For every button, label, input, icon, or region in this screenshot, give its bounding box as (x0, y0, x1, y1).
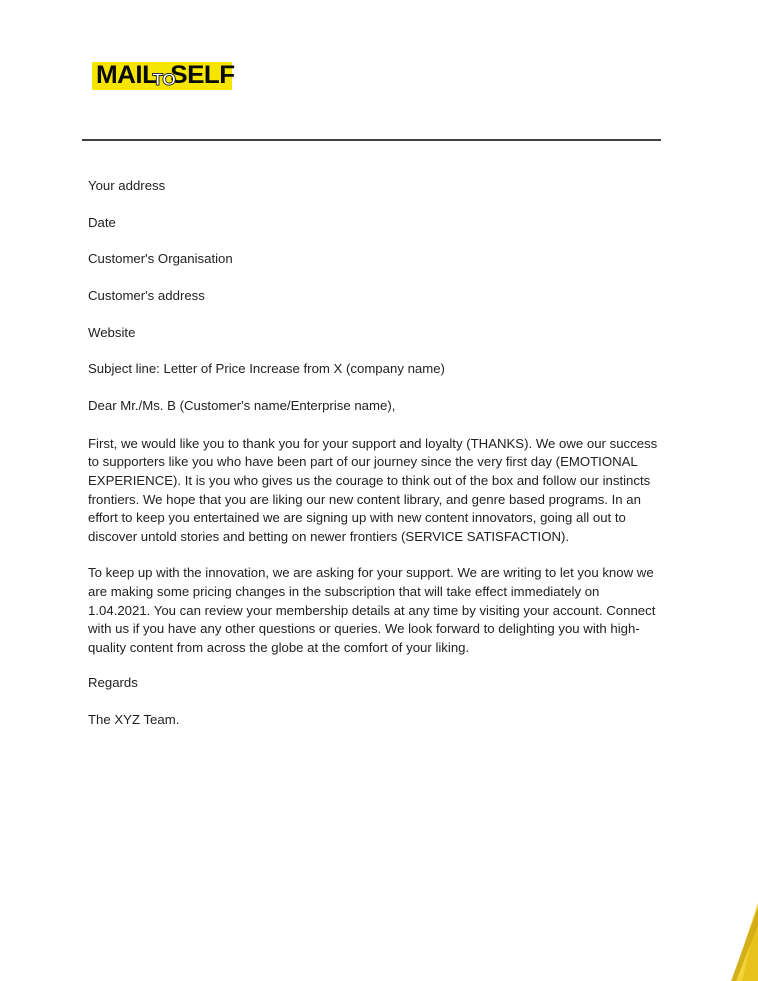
field-customer-organisation: Customer's Organisation (88, 251, 233, 267)
letter-body (88, 178, 660, 749)
logo-word-mail: MAIL (96, 61, 158, 89)
logo-word-self: SELF (170, 61, 235, 89)
logo-word-to: TO (152, 70, 176, 89)
page-curl-icon (712, 903, 758, 981)
field-date: Date (88, 214, 116, 230)
field-website: Website (88, 324, 136, 340)
field-your-address: Your address (88, 178, 166, 193)
closing-signature: The XYZ Team. (88, 712, 180, 728)
field-customer-address: Customer's address (88, 288, 205, 304)
logo-mail-to-self (92, 61, 235, 90)
letterhead (92, 61, 235, 90)
closing-regards: Regards (88, 675, 138, 691)
logo-text-wrapper (96, 63, 235, 88)
letterhead-divider (82, 139, 661, 141)
field-salutation: Dear Mr./Ms. B (Customer's name/Enterprise name), (88, 398, 396, 414)
paragraph-pricing-change: To keep up with the innovation, we are asking for your support. We are writing to let you know we are making some pricing changes in the subscription that will take effect immediately on 1.04.2021. You can review your membership details at any time by visiting your account. Connect with us if you have any other questions or queries. We look forward to delighting you with high-quality content from across the globe at the comfort of your liking. (88, 565, 656, 655)
field-subject-line: Subject line: Letter of Price Increase from X (company name) (88, 361, 445, 377)
paragraph-thanks-and-loyalty: First, we would like you to thank you for your support and loyalty (THANKS). We owe our success to supporters like you who have been part of our journey since the very first day (EMOTIONAL EXPERIENCE). It is you who gives us the courage to think out of the box and follow our instincts frontiers. We hope that you are liking our new content library, and genre based programs. In an effort to keep you entertained we are signing up with new content innovators, going all out to discover untold stories and betting on newer frontiers (SERVICE SATISFACTION). (88, 435, 658, 544)
